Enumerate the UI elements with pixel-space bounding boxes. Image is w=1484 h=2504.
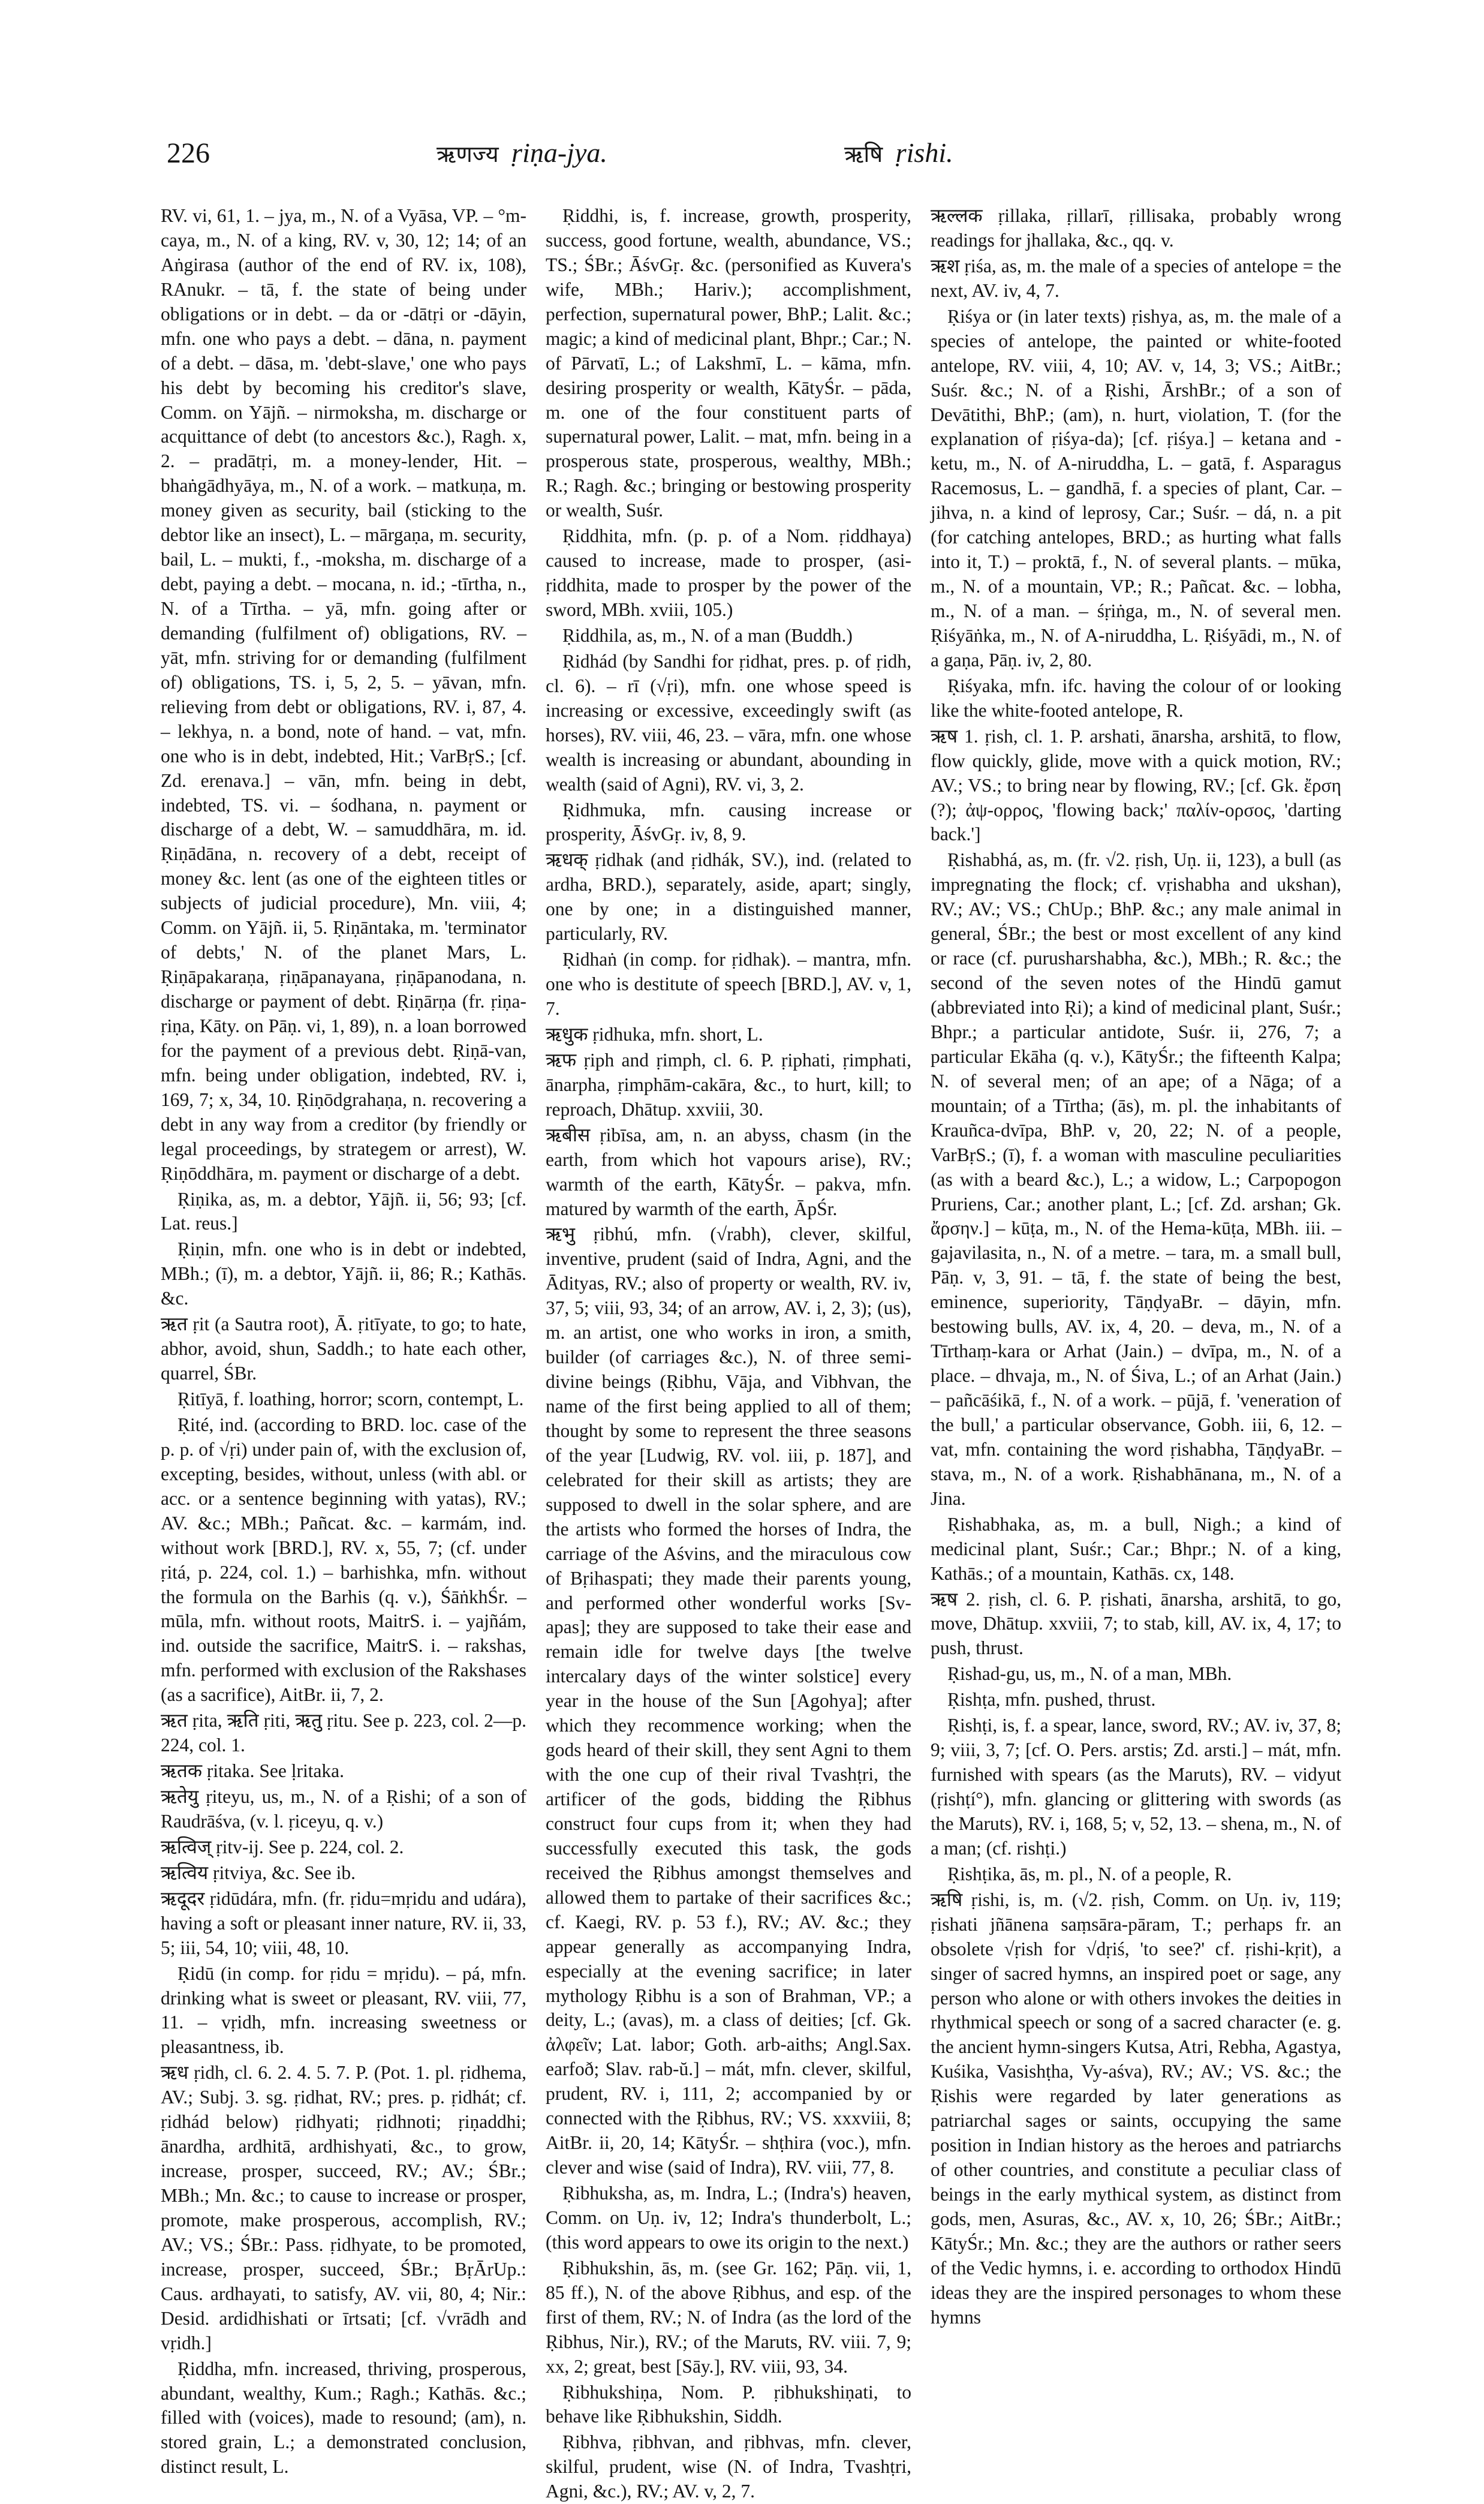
dictionary-entry: Ṛiddhita, mfn. (p. p. of a Nom. ṛiddhaya) caused to increase, made to prosper, (asi-ṛiddhita, made to prosper by the power of the sword, MBh. xviii, 105.) [546, 525, 911, 620]
right-head-roman: ṛishi. [895, 137, 953, 168]
dictionary-entry: ऋष 1. ṛish, cl. 1. P. arshati, ānarsha, arshitā, to flow, flow quickly, glide, move with a quick motion, RV.; AV.; VS.; to bring near by flowing, RV.; [cf. Gk. ἔρση (?); ἀψ-ορρος, 'flowing back;' παλίν-ορσος, 'darting back.'] [931, 725, 1341, 845]
dictionary-entry: Ṛibhukshiṇa, Nom. P. ṛibhukshiṇati, to behave like Ṛibhukshin, Siddh. [546, 2381, 911, 2427]
dictionary-entry: Ṛishad-gu, us, m., N. of a man, MBh. [947, 1663, 1232, 1685]
dictionary-entry: RV. vi, 61, 1. – jya, m., N. of a Vyāsa, VP. – °m-caya, m., N. of a king, RV. v, 30, 12; 14; of an Aṅgirasa (author of the end of RV. ix, 108), RAnukr. – tā, f. the state of being under obligations or in debt. – da or -dātṛi or -dāyin, mfn. one who pays a debt. – dāna, n. payment of a debt. – dāsa, m. 'debt-slave,' one who pays his debt by becoming his creditor's slave, Comm. on Yājñ. – nirmoksha, m. discharge or acquittance of debt (to ancestors &c.), Ragh. x, 2. – pradātṛi, m. a money-lender, Hit. – bhaṅgādhyāya, m., N. of a work. – matkuṇa, m. money given as security, bail (sticking to the debtor like an insect), L. – mārgaṇa, m. security, bail, L. – mukti, f., -moksha, m. discharge of a debt, paying a debt. – mocana, n. id.; -tīrtha, n., N. of a Tīrtha. – yā, mfn. going after or demanding (fulfilment of) obligations, RV. – yāt, mfn. striving for or demanding (fulfilment of) obligations, TS. i, 5, 2, 5. – yāvan, mfn. relieving from debt or obligations, RV. i, 87, 4. – lekhya, n. a bond, note of hand. – vat, mfn. one who is in debt, indebted, Hit.; VarBṛS.; [cf. Zd. erenava.] – vān, mfn. being in debt, indebted, TS. vi. – śodhana, n. payment or discharge of a debt, W. – samuddhāra, m. id. Ṛiṇādāna, n. recovery of a debt, receipt of money &c. lent (as one of the eighteen titles or subjects of judicial procedure), Mn. viii, 4; Comm. on Yājñ. ii, 5. Ṛiṇāntaka, m. 'terminator of debts,' N. of the planet Mars, L. Ṛiṇāpakaraṇa, ṛiṇāpanayana, ṛiṇāpanodana, n. discharge or payment of debt. Ṛiṇārṇa (fr. ṛiṇa-ṛiṇa, Kāty. on Pāṇ. vi, 1, 89), n. a loan borrowed for the payment of a previous debt. Ṛiṇā-van, mfn. being under obligation, indebted, RV. i, 169, 7; x, 34, 10. Ṛiṇōdgrahaṇa, n. recovering a debt in any way from a creditor (by friendly or legal proceedings, by strategem or arrest), W. Ṛiṇōddhāra, m. payment or discharge of a debt. [161, 205, 526, 1184]
dictionary-entry: Ṛiddhila, as, m., N. of a man (Buddh.) [562, 624, 853, 646]
page-number: 226 [167, 137, 210, 169]
dictionary-entry: Ṛité, ind. (according to BRD. loc. case of the p. p. of √ṛi) under pain of, with the exclusion of, excepting, besides, without, unless (with abl. or acc. or a sentence beginning with yatas), RV.; AV. &c.; MBh.; Pañcat. &c. – karmám, ind. without work [BRD.], RV. x, 55, 7; (cf. under ṛitá, p. 224, col. 1.) – barhishka, mfn. without the formula on the Barhis (q. v.), ŚāṅkhŚr. – mūla, mfn. without roots, MaitrS. i. – yajñám, ind. outside the sacrifice, MaitrS. i. – rakshas, mfn. performed with exclusion of the Rakshases (as a sacrifice), AitBr. ii, 7, 2. [161, 1414, 526, 1706]
dictionary-entry: Ṛiśyaka, mfn. ifc. having the colour of or looking like the white-footed antelope, R. [931, 675, 1341, 721]
dictionary-entry: Ṛishṭa, mfn. pushed, thrust. [947, 1689, 1156, 1711]
dictionary-column-1 [161, 204, 526, 2478]
dictionary-entry: ऋधक् ṛidhak (and ṛidhák, SV.), ind. (related to ardha, BRD.), separately, aside, apart; singly, one by one; in a distinguished manner, particularly, RV. [546, 849, 911, 945]
dictionary-entry: Ṛibhukshin, ās, m. (see Gr. 162; Pāṇ. vii, 1, 85 ff.), N. of the above Ṛibhus, and esp. of the first of them, RV.; N. of Indra (as the lord of the Ṛibhus, Nir.), RV.; of the Maruts, RV. viii. 7, 9; xx, 2; great, best [Sāy.], RV. viii, 93, 34. [546, 2257, 911, 2377]
dictionary-entry: ऋधुक ṛidhuka, mfn. short, L. [546, 1023, 763, 1045]
dictionary-entry: ऋत्विय ṛitviya, &c. See ib. [161, 1862, 356, 1883]
dictionary-entry: ऋत ṛit (a Sautra root), Ā. ṛitīyate, to go; to hate, abhor, avoid, shun, Saddh.; to hate each other, quarrel, ŚBr. [161, 1313, 526, 1384]
dictionary-entry: Ṛishṭi, is, f. a spear, lance, sword, RV.; AV. iv, 37, 8; 9; viii, 3, 7; [cf. O. Pers. arstis; Zd. arsti.] – mát, mfn. furnished with spears (as the Maruts), RV. – vidyut (ṛishṭí°), mfn. glancing or glittering with swords (as the Maruts), RV. i, 168, 5; v, 52, 13. – shena, m., N. of a man; (cf. rishṭi.) [931, 1715, 1341, 1859]
dictionary-entry: Ṛidhád (by Sandhi for ṛidhat, pres. p. of ṛidh, cl. 6). – rī (√ṛi), mfn. one whose speed is increasing or excessive, exceedingly swift (as horses), RV. viii, 46, 23. – vāra, mfn. one whose wealth is increasing or abundant, abounding in wealth (said of Agni), RV. vi, 3, 2. [546, 650, 911, 795]
dictionary-entry: ऋत ṛita, ऋति ṛiti, ऋतु ṛitu. See p. 223, col. 2—p. 224, col. 1. [161, 1710, 526, 1756]
dictionary-entry: ऋभु ṛibhú, mfn. (√rabh), clever, skilful, inventive, prudent (said of Indra, Agni, and the Ādityas, RV.; also of property or wealth, RV. iv, 37, 5; viii, 93, 34; of an arrow, AV. i, 2, 3); (us), m. an artist, one who works in iron, a smith, builder (of carriages &c.), N. of three semi-divine beings (Ṛibhu, Vāja, and Vibhvan, the name of the first being applied to all of them; thought by some to represent the three seasons of the year [Ludwig, RV. vol. iii, p. 187], and celebrated for their skill as artists; they are supposed to dwell in the solar sphere, and are the artists who formed the horses of Indra, the carriage of the Aśvins, and the miraculous cow of Bṛihaspati; they made their parents young, and performed other wonderful works [Sv-apas]; they are supposed to take their ease and remain idle for twelve days [the twelve intercalary days of the winter solstice] every year in the house of the Sun [Agohya]; after which they recommence working; when the gods heard of their skill, they sent Agni to them with the one cup of their rival Tvashṭri, the artificer of the gods, bidding the Ṛibhus construct four cups from it; when they had successfully executed this task, the gods received the Ṛibhus amongst themselves and allowed them to partake of their sacrifices &c.; cf. Kaegi, RV. p. 53 f.), RV.; AV. &c.; they appear generally as accompanying Indra, especially at the evening sacrifice; in later mythology Ṛibhu is a son of Brahman, VP.; a deity, L.; (avas), m. a class of deities; [cf. Gk. ἀλφεῖν; Lat. labor; Goth. arb-aiths; Angl.Sax. earfoð; Slav. rab-ŭ.] – mát, mfn. clever, skilful, prudent, RV. i, 111, 2; accompanied by or connected with the Ṛibhus, RV.; VS. xxxviii, 8; AitBr. ii, 20, 14; KātyŚr. – shṭhira (voc.), mfn. clever and wise (said of Indra), RV. viii, 77, 8. [546, 1224, 911, 2178]
dictionary-entry: Ṛiṇika, as, m. a debtor, Yājñ. ii, 56; 93; [cf. Lat. reus.] [161, 1188, 526, 1234]
dictionary-entry: Ṛidhaṅ (in comp. for ṛidhak). – mantra, mfn. one who is destitute of speech [BRD.], AV. v, 1, 7. [546, 949, 911, 1019]
dictionary-entry: ऋतक ṛitaka. See ḷritaka. [161, 1760, 345, 1782]
dictionary-entry: Ṛidū (in comp. for ṛidu = mṛidu). – pá, mfn. drinking what is sweet or pleasant, RV. viii, 77, 11. – vṛidh, mfn. increasing sweetness or pleasantness, ib. [161, 1962, 526, 2058]
dictionary-entry: ऋध ṛidh, cl. 6. 2. 4. 5. 7. P. (Pot. 1. pl. ṛidhema, AV.; Subj. 3. sg. ṛidhat, RV.; pres. p. ṛidhát; cf. ṛidhád below) ṛidhyati; ṛidhnoti; ṛiṇaddhi; ānardha, ardhitā, ardhishyati, &c., to grow, increase, prosper, succeed, RV.; AV.; ŚBr.; MBh.; Mn. &c.; to cause to increase or prosper, promote, make prosperous, accomplish, RV.; AV.; VS.; ŚBr.: Pass. ṛidhyate, to be promoted, increase, prosper, succeed, ŚBr.; BṛĀrUp.: Caus. ardhayati, to satisfy, AV. vii, 80, 4; Nir.: Desid. ardidhishati or īrtsati; [cf. √vrādh and vṛidh.] [161, 2062, 526, 2353]
dictionary-column-3 [931, 204, 1341, 2328]
dictionary-entry: ऋश ṛiśa, as, m. the male of a species of antelope = the next, AV. iv, 4, 7. [931, 255, 1341, 301]
right-running-head [844, 137, 953, 169]
dictionary-entry: Ṛishabhá, as, m. (fr. √2. ṛish, Uṇ. ii, 123), a bull (as impregnating the flock; cf. vṛishabha and ukshan), RV.; AV.; VS.; ChUp.; BhP. &c.; any male animal in general, ŚBr.; the best or most excellent of any kind or race (cf. purusharshabha, &c.), MBh.; R. &c.; the second of the seven notes of the Hindū gamut (abbreviated into Ṛi); a kind of medicinal plant, Suśr.; Bhpr.; a particular antidote, Suśr. ii, 276, 7; a particular Ekāha (q. v.), KātyŚr.; the fifteenth Kalpa; N. of several men; of an ape; of a Nāga; of a mountain; of a Tīrtha; (ās), m. pl. the inhabitants of Krauñca-dvīpa, BhP. v, 20, 22; N. of a people, VarBṛS.; (ī), f. a woman with masculine peculiarities (as with a beard &c.), L.; a widow, L.; Carpopogon Pruriens, Car.; another plant, L.; [cf. Zd. arshan; Gk. ἄρσην.] – kūṭa, m., N. of the Hema-kūṭa, MBh. iii. – gajavilasita, n., N. of a metre. – tara, m. a small bull, Pāṇ. v, 3, 91. – tā, f. the state of being the best, eminence, superiority, TāṇḍyaBr. – dāyin, mfn. bestowing bulls, AV. ix, 4, 20. – deva, m., N. of a Tīrthaṃ-kara or Arhat (Jain.) – dvīpa, m., N. of a place. – dhvaja, m., N. of Śiva, L.; of an Arhat (Jain.) – pañcāśikā, f., N. of a work. – pūjā, f. 'veneration of the bull,' a particular observance, Gobh. iii, 6, 12. – vat, mfn. containing the word ṛishabha, TāṇḍyaBr. – stava, m., N. of a work. Ṛishabhānana, m., N. of a Jina. [931, 849, 1341, 1509]
dictionary-entry: Ṛidhmuka, mfn. causing increase or prosperity, ĀśvGṛ. iv, 8, 9. [546, 799, 911, 845]
dictionary-entry: Ṛishṭika, ās, m. pl., N. of a people, R. [947, 1863, 1232, 1884]
dictionary-entry: Ṛiśya or (in later texts) ṛishya, as, m. the male of a species of antelope, the painted or white-footed antelope, RV. viii, 4, 10; AV. v, 14, 3; VS.; AitBr.; Suśr. &c.; N. of a Ṛishi, ĀrshBr.; of a son of Devātithi, BhP.; (am), n. hurt, violation, T. (for the explanation of ṛiśya-da); [cf. ṛiśya.] – ketana and -ketu, m., N. of A-niruddha, L. – gatā, f. Asparagus Racemosus, L. – gandhā, f. a species of plant, Car. – jihva, n. a kind of leprosy, Car.; Suśr. – dá, n. a pit (for catching antelopes, BRD.; as hurting what falls into it, T.) – proktā, f., N. of several plants. – mūka, m., N. of a mountain, VP.; R.; Pañcat. &c. – lobha, m., N. of a man. – śṛiṅga, m., N. of several men. Ṛiśyāṅka, m., N. of A-niruddha, L. Ṛiśyādi, m., N. of a gaṇa, Pāṇ. iv, 2, 80. [931, 305, 1341, 671]
dictionary-entry: ऋत्विज् ṛitv-ij. See p. 224, col. 2. [161, 1836, 404, 1857]
dictionary-entry: Ṛibhva, ṛibhvan, and ṛibhvas, mfn. clever, skilful, prudent, wise (N. of Indra, Tvashṭri, Agni, &c.), RV.; AV. v, 2, 7. [546, 2431, 911, 2502]
left-head-devanagari: ऋणज्य [437, 141, 499, 167]
right-head-devanagari: ऋषि [844, 141, 883, 167]
dictionary-entry: ऋफ ṛiph and ṛimph, cl. 6. P. ṛiphati, ṛimphati, ānarpha, ṛimphām-cakāra, &c., to hurt, kill; to reproach, Dhātup. xxviii, 30. [546, 1049, 911, 1120]
dictionary-entry: ऋल्लक ṛillaka, ṛillarī, ṛillisaka, probably wrong readings for jhallaka, &c., qq. v. [931, 205, 1341, 251]
dictionary-column-2 [546, 204, 911, 2502]
dictionary-entry: Ṛiṇin, mfn. one who is in debt or indebted, MBh.; (ī), m. a debtor, Yājñ. ii, 86; R.; Kathās. &c. [161, 1239, 526, 1309]
dictionary-entry: ऋषि ṛishi, is, m. (√2. ṛish, Comm. on Uṇ. iv, 119; ṛishati jñānena saṃsāra-pāram, T.; perhaps fr. an obsolete √ṛish for √dṛiś, 'to see?' cf. ṛishi-kṛit), a singer of sacred hymns, an inspired poet or sage, any person who alone or with others invokes the deities in rhythmical speech or song of a sacred character (e. g. the ancient hymn-singers Kutsa, Atri, Rebha, Agastya, Kuśika, Vasishṭha, Vy-aśva), RV.; AV.; VS. &c.; the Ṛishis were regarded by later generations as patriarchal sages or saints, occupying the same position in Indian history as the heroes and patriarchs of other countries, and constitute a peculiar class of beings in the early mythical system, as distinct from gods, men, Asuras, &c., AV. x, 10, 26; ŚBr.; AitBr.; KātyŚr.; Mn. &c.; they are the authors or rather seers of the Vedic hymns, i. e. according to orthodox Hindū ideas they are the inspired personages to whom these hymns [931, 1889, 1341, 2328]
dictionary-entry: ऋदूदर ṛidūdára, mfn. (fr. ṛidu=mṛidu and udára), having a soft or pleasant inner nature, RV. ii, 33, 5; iii, 54, 10; viii, 48, 10. [161, 1887, 526, 1958]
dictionary-entry: Ṛishabhaka, as, m. a bull, Nigh.; a kind of medicinal plant, Suśr.; Car.; Bhpr.; N. of a king, Kathās.; of a mountain, Kathās. cx, 148. [931, 1513, 1341, 1584]
left-head-roman: ṛiṇa-jya. [511, 137, 607, 168]
dictionary-entry: ऋतेयु ṛiteyu, us, m., N. of a Ṛishi; of a son of Raudrāśva, (v. l. ṛiceyu, q. v.) [161, 1786, 526, 1832]
dictionary-entry: Ṛibhuksha, as, m. Indra, L.; (Indra's) heaven, Comm. on Uṇ. iv, 12; Indra's thunderbolt, L.; (this word appears to owe its origin to the next.) [546, 2183, 911, 2253]
dictionary-entry: Ṛiddha, mfn. increased, thriving, prosperous, abundant, wealthy, Kum.; Ragh.; Kathās. &c.; filled with (voices), made to resound; (am), n. stored grain, L.; a demonstrated conclusion, distinct result, L. [161, 2358, 526, 2478]
left-running-head [437, 137, 607, 169]
dictionary-entry: ऋष 2. ṛish, cl. 6. P. ṛishati, ānarsha, arshitā, to go, move, Dhātup. xxviii, 7; to stab, kill, AV. ix, 4, 17; to push, thrust. [931, 1588, 1341, 1659]
dictionary-entry: Ṛitīyā, f. loathing, horror; scorn, contempt, L. [177, 1388, 524, 1409]
dictionary-entry: ऋबीस ṛibīsa, am, n. an abyss, chasm (in the earth, from which hot vapours arise), RV.; warmth of the earth, KātyŚr. – pakva, mfn. matured by warmth of the earth, ĀpŚr. [546, 1124, 911, 1219]
dictionary-entry: Ṛiddhi, is, f. increase, growth, prosperity, success, good fortune, wealth, abundance, VS.; TS.; ŚBr.; ĀśvGṛ. &c. (personified as Kuvera's wife, MBh.; Hariv.); accomplishment, perfection, supernatural power, BhP.; Lalit. &c.; magic; a kind of medicinal plant, Bhpr.; Car.; N. of Pārvatī, L.; of Lakshmī, L. – kāma, mfn. desiring prosperity or wealth, KātyŚr. – pāda, m. one of the four constituent parts of supernatural power, Lalit. – mat, mfn. being in a prosperous state, prosperous, wealthy, MBh.; R.; Ragh. &c.; bringing or bestowing prosperity or wealth, Suśr. [546, 205, 911, 521]
page-header [167, 137, 1346, 179]
